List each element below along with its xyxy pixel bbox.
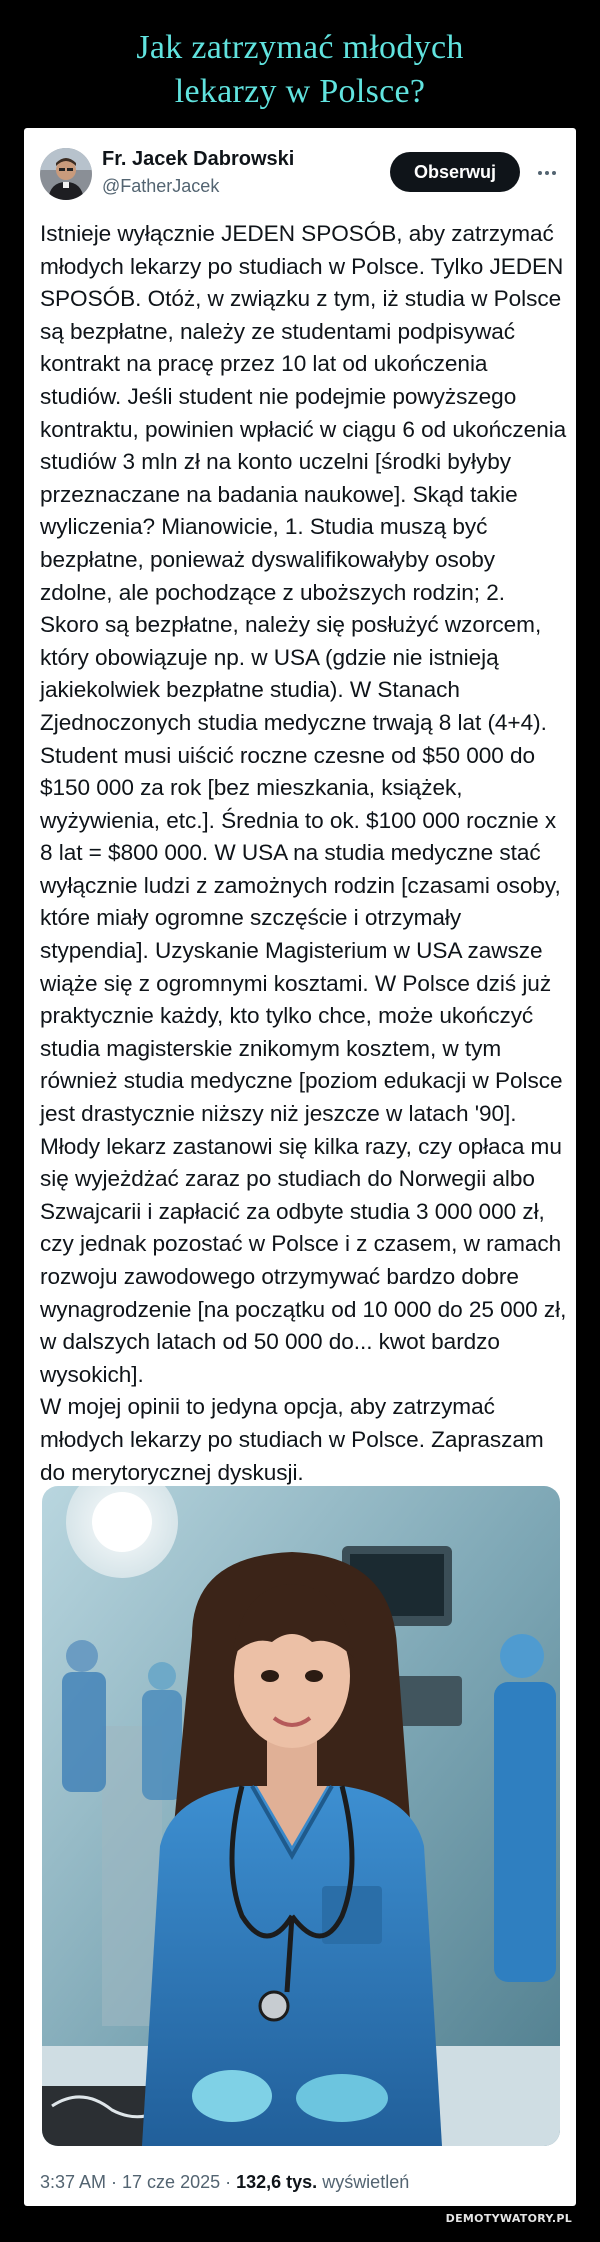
title-line-2: lekarzy w Polsce? — [174, 73, 426, 110]
tweet-meta — [40, 2172, 409, 2193]
tweet-card — [24, 128, 576, 2206]
watermark: DEMOTYWATORY.PL — [445, 2212, 572, 2225]
tweet-timestamp[interactable]: 3:37 AM · 17 cze 2025 · — [40, 2172, 237, 2192]
author-handle[interactable]: @FatherJacek — [102, 176, 220, 196]
tweet-text: Istnieje wyłącznie JEDEN SPOSÓB, aby zatrzymać młodych lekarzy po studiach w Polsce. Tylko JEDEN SPOSÓB. Otóż, w związku z tym, iż studia w Polsce są bezpłatne, należy ze studentami podpisywać kontrakt na pracę przez 10 lat od ukończenia studiów. Jeśli student nie podejmie powyższego kontraktu, powinien wpłacić w ciągu 6 od ukończenia studiów 3 mln zł na konto uczelni [środki byłyby przeznaczane na badania naukowe]. Skąd takie wyliczenia? Mianowicie, 1. Studia muszą być bezpłatne, ponieważ dyswalifikowałyby osoby zdolne, ale pochodzące z uboższych rodzin; 2. Skoro są bezpłatne, należy się posłużyć wzorcem, który obowiązuje np. w USA (gdzie nie istnieją jakiekolwiek bezpłatne studia). W Stanach Zjednoczonych studia medyczne trwają 8 lat (4+4). Student musi uiścić roczne czesne od $50 000 do $150 000 za rok [bez mieszkania, książek, wyżywienia, etc.]. Średnia to ok. $100 000 rocznie x 8 lat = $800 000. W USA na studia medyczne stać wyłącznie ludzi z zamożnych rodzin [czasami osoby, które miały ogromne szczęście i otrzymały stypendia]. Uzyskanie Magisterium w USA zawsze wiąże się z ogromnymi kosztami. W Polsce dziś już praktycznie każdy, kto tylko chce, może ukończyć studia magisterskie znikomym kosztem, w tym również studia medyczne [poziom edukacji w Polsce jest drastycznie niższy niż jeszcze w latach '90]. Młody lekarz zastanowi się kilka razy, czy opłaca mu się wyjeżdżać zaraz po studiach do Norwegii albo Szwajcarii i zapłacić za odbyte studia 3 000 000 zł, czy jednak pozostać w Polsce i z czasem, w ramach rozwoju zawodowego otrzymywać bardzo dobre wynagrodzenie [na początku od 10 000 do 25 000 zł, w dalszych latach od 50 000 do... kwot bardzo wysokich]. W mojej opinii to jedyna opcja, aby zatrzymać młodych lekarzy po studiach w Polsce. Zapraszam do merytorycznej dyskusji. — [40, 221, 567, 1485]
title-line-1: Jak zatrzymać młodych — [136, 29, 464, 66]
avatar[interactable] — [40, 148, 92, 200]
views-label: wyświetleń — [317, 2172, 410, 2192]
page-title — [0, 26, 600, 114]
views-count: 132,6 tys. — [236, 2172, 318, 2192]
author-name[interactable]: Fr. Jacek Dabrowski — [102, 148, 295, 170]
follow-button[interactable]: Obserwuj — [390, 152, 520, 192]
more-options-icon[interactable] — [532, 158, 562, 188]
tweet-photo[interactable] — [42, 1486, 560, 2146]
